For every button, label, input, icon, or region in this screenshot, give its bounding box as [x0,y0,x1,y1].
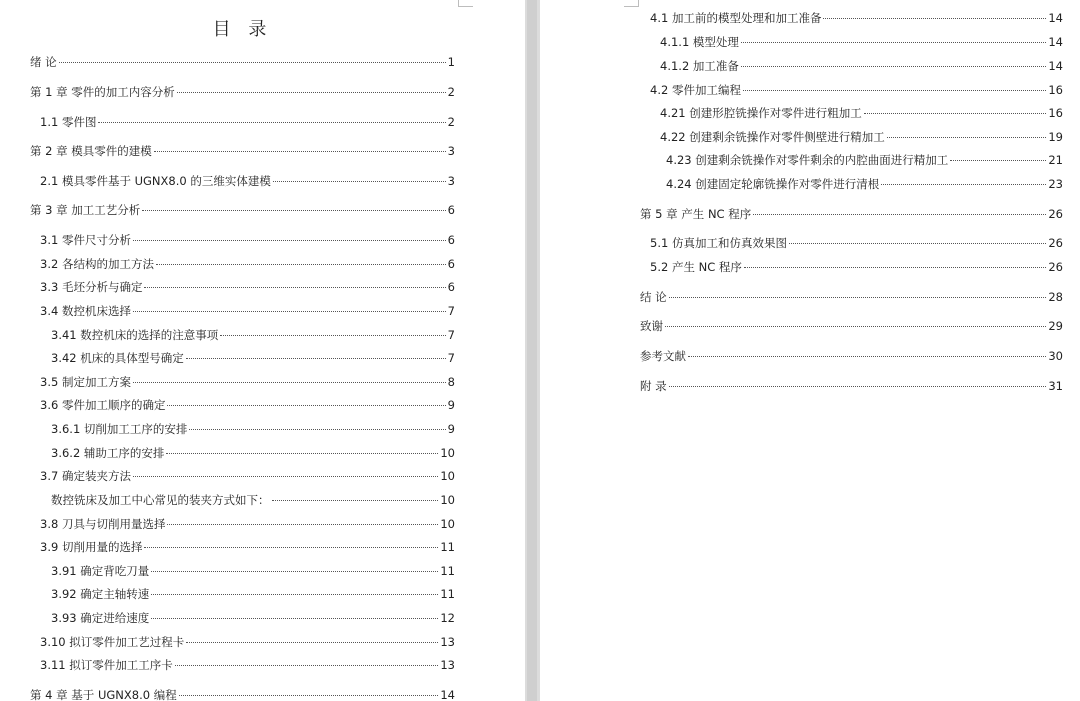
dot-leader [142,210,445,211]
toc-right-entry[interactable] [660,129,1063,145]
toc-left-entry[interactable] [51,563,455,579]
toc-entry-page-number: 2 [447,85,455,99]
toc-left-entry[interactable] [40,468,455,484]
dot-leader [741,42,1046,43]
toc-left-entry[interactable] [40,516,455,532]
dot-leader [59,62,446,63]
toc-entry-page-number: 19 [1048,130,1063,144]
toc-entry-text: 4.22 创建剩余铣操作对零件侧壁进行精加工 [660,130,885,144]
toc-right-entry[interactable] [650,259,1063,275]
dot-leader [189,429,445,430]
toc-entry-page-number: 26 [1048,260,1063,274]
toc-right-entry[interactable] [640,206,1063,222]
toc-left-entry[interactable] [40,279,455,295]
toc-entry-page-number: 2 [447,115,455,129]
dot-leader [144,287,445,288]
toc-entry-page-number: 14 [1048,59,1063,73]
toc-right-entry[interactable] [660,105,1063,121]
toc-entry-page-number: 11 [440,540,455,554]
dot-leader [220,335,445,336]
toc-right-entry[interactable] [640,378,1063,394]
dot-leader [881,184,1046,185]
toc-entry-text: 结 论 [640,290,667,304]
toc-entry-text: 3.1 零件尺寸分析 [40,233,131,247]
toc-entry-page-number: 10 [440,469,455,483]
toc-entry-page-number: 13 [440,658,455,672]
toc-entry-text: 3.42 机床的具体型号确定 [51,351,184,365]
dot-leader [744,267,1046,268]
toc-entry-text: 1.1 零件图 [40,115,97,129]
toc-title: 目 录 [212,19,273,40]
toc-entry-page-number: 14 [1048,35,1063,49]
document-page-right [540,0,1080,701]
toc-entry-page-number: 3 [447,144,455,158]
toc-entry-text: 3.3 毛坯分析与确定 [40,280,143,294]
toc-entry-text: 3.10 拟订零件加工艺过程卡 [40,635,185,649]
toc-left-entry[interactable] [51,492,455,508]
toc-entry-page-number: 16 [1048,83,1063,97]
toc-entry-text: 第 5 章 产生 NC 程序 [640,207,752,221]
toc-entry-page-number: 10 [440,517,455,531]
dot-leader [688,356,1046,357]
dot-leader [186,358,446,359]
toc-entry-text: 4.24 创建固定轮廓铣操作对零件进行清根 [666,177,880,191]
toc-entry-text: 3.91 确定背吃刀量 [51,564,150,578]
toc-entry-page-number: 11 [440,564,455,578]
dot-leader [789,243,1046,244]
toc-entry-page-number: 21 [1048,153,1063,167]
toc-entry-page-number: 6 [447,233,455,247]
toc-right-entry[interactable] [640,318,1063,334]
toc-entry-page-number: 13 [440,635,455,649]
toc-entry-page-number: 6 [447,203,455,217]
dot-leader [186,642,438,643]
dot-leader [151,594,438,595]
toc-right-entry[interactable] [660,34,1063,50]
toc-entry-text: 4.23 创建剩余铣操作对零件剩余的内腔曲面进行精加工 [666,153,949,167]
dot-leader [144,547,438,548]
dot-leader [823,18,1046,19]
toc-left-entry[interactable] [40,173,455,189]
toc-entry-page-number: 1 [447,55,455,69]
toc-entry-text: 3.41 数控机床的选择的注意事项 [51,328,219,342]
dot-leader [167,405,445,406]
toc-left-entry[interactable] [40,634,455,650]
toc-entry-text: 绪 论 [30,55,57,69]
toc-entry-text: 4.2 零件加工编程 [650,83,741,97]
toc-left-entry[interactable] [30,54,455,70]
toc-left-entry[interactable] [51,350,455,366]
toc-left-entry[interactable] [30,84,455,100]
toc-right-entry[interactable] [650,10,1063,26]
toc-left-entry[interactable] [51,610,455,626]
toc-left-entry[interactable] [51,327,455,343]
dot-leader [273,181,446,182]
toc-right-entry[interactable] [666,176,1063,192]
toc-entry-page-number: 6 [447,280,455,294]
toc-entry-page-number: 28 [1048,290,1063,304]
toc-entry-page-number: 3 [447,174,455,188]
dot-leader [175,665,439,666]
dot-leader [156,264,446,265]
dot-leader [753,214,1046,215]
dot-leader [179,695,439,696]
toc-entry-text: 3.9 切削用量的选择 [40,540,143,554]
toc-entry-page-number: 23 [1048,177,1063,191]
dot-leader [154,151,446,152]
toc-entry-text: 第 4 章 基于 UGNX8.0 编程 [30,688,177,701]
toc-entry-text: 3.8 刀具与切削用量选择 [40,517,166,531]
dot-leader [669,297,1047,298]
toc-entry-text: 3.7 确定装夹方法 [40,469,131,483]
toc-entry-text: 第 2 章 模具零件的建模 [30,144,152,158]
toc-right-entry[interactable] [640,348,1063,364]
toc-entry-text: 5.2 产生 NC 程序 [650,260,742,274]
dot-leader [133,382,446,383]
dot-leader [166,453,438,454]
toc-right-entry[interactable] [650,235,1063,251]
toc-left-entry[interactable] [51,421,455,437]
toc-entry-page-number: 7 [447,328,455,342]
crop-mark-top-right [458,0,473,7]
toc-entry-text: 3.6.1 切削加工工序的安排 [51,422,188,436]
toc-entry-page-number: 7 [447,304,455,318]
toc-entry-text: 3.93 确定进给速度 [51,611,150,625]
toc-entry-page-number: 16 [1048,106,1063,120]
toc-entry-page-number: 29 [1048,319,1063,333]
toc-entry-text: 附 录 [640,379,667,393]
toc-left-entry[interactable] [30,143,455,159]
toc-left-entry[interactable] [51,445,455,461]
dot-leader [950,160,1046,161]
toc-entry-page-number: 14 [1048,11,1063,25]
toc-entry-text: 数控铣床及加工中心常见的装夹方式如下： [51,493,270,507]
toc-entry-page-number: 11 [440,587,455,601]
dot-leader [151,618,438,619]
toc-left-entry[interactable] [40,374,455,390]
toc-entry-page-number: 9 [447,398,455,412]
toc-left-entry[interactable] [40,397,455,413]
toc-entry-page-number: 26 [1048,207,1063,221]
toc-left-entry[interactable] [30,202,455,218]
toc-left-entry[interactable] [30,687,455,701]
dot-leader [864,113,1047,114]
toc-entry-page-number: 26 [1048,236,1063,250]
toc-left-entry[interactable] [40,256,455,272]
dot-leader [743,90,1046,91]
toc-entry-text: 4.21 创建形腔铣操作对零件进行粗加工 [660,106,862,120]
dot-leader [272,500,439,501]
toc-entry-text: 3.92 确定主轴转速 [51,587,150,601]
dot-leader [98,122,445,123]
document-page-left [0,0,525,701]
toc-left-entry[interactable] [40,539,455,555]
toc-entry-text: 3.4 数控机床选择 [40,304,131,318]
toc-entry-page-number: 14 [440,688,455,701]
toc-entry-page-number: 10 [440,446,455,460]
toc-left-entry[interactable] [40,114,455,130]
dot-leader [669,386,1047,387]
toc-entry-page-number: 10 [440,493,455,507]
toc-entry-text: 3.6.2 辅助工序的安排 [51,446,165,460]
toc-entry-text: 3.11 拟订零件加工工序卡 [40,658,173,672]
toc-entry-text: 3.5 制定加工方案 [40,375,131,389]
toc-right-entry[interactable] [640,289,1063,305]
toc-left-entry[interactable] [40,303,455,319]
toc-entry-page-number: 7 [447,351,455,365]
crop-mark-top-left [624,0,639,7]
toc-right-entry[interactable] [666,152,1063,168]
toc-entry-page-number: 9 [447,422,455,436]
dot-leader [665,326,1046,327]
page-gutter [525,0,540,701]
toc-entry-text: 3.2 各结构的加工方法 [40,257,154,271]
dot-leader [887,137,1047,138]
dot-leader [177,92,446,93]
dot-leader [151,571,438,572]
dot-leader [741,66,1046,67]
toc-entry-page-number: 31 [1048,379,1063,393]
toc-entry-page-number: 8 [447,375,455,389]
toc-entry-page-number: 30 [1048,349,1063,363]
toc-entry-page-number: 6 [447,257,455,271]
toc-entry-text: 2.1 模具零件基于 UGNX8.0 的三维实体建模 [40,174,271,188]
toc-right-entry[interactable] [660,58,1063,74]
toc-entry-text: 5.1 仿真加工和仿真效果图 [650,236,787,250]
toc-left-entry[interactable] [51,586,455,602]
toc-entry-page-number: 12 [440,611,455,625]
toc-left-entry[interactable] [40,657,455,673]
toc-entry-text: 4.1 加工前的模型处理和加工准备 [650,11,822,25]
dot-leader [133,476,438,477]
toc-entry-text: 4.1.2 加工准备 [660,59,739,73]
toc-entry-text: 4.1.1 模型处理 [660,35,739,49]
toc-entry-text: 参考文献 [640,349,686,363]
toc-right-entry[interactable] [650,82,1063,98]
dot-leader [133,311,446,312]
toc-entry-text: 致谢 [640,319,663,333]
toc-entry-text: 第 1 章 零件的加工内容分析 [30,85,175,99]
toc-entry-text: 第 3 章 加工工艺分析 [30,203,141,217]
dot-leader [133,240,446,241]
toc-left-entry[interactable] [40,232,455,248]
dot-leader [167,524,438,525]
toc-entry-text: 3.6 零件加工顺序的确定 [40,398,166,412]
